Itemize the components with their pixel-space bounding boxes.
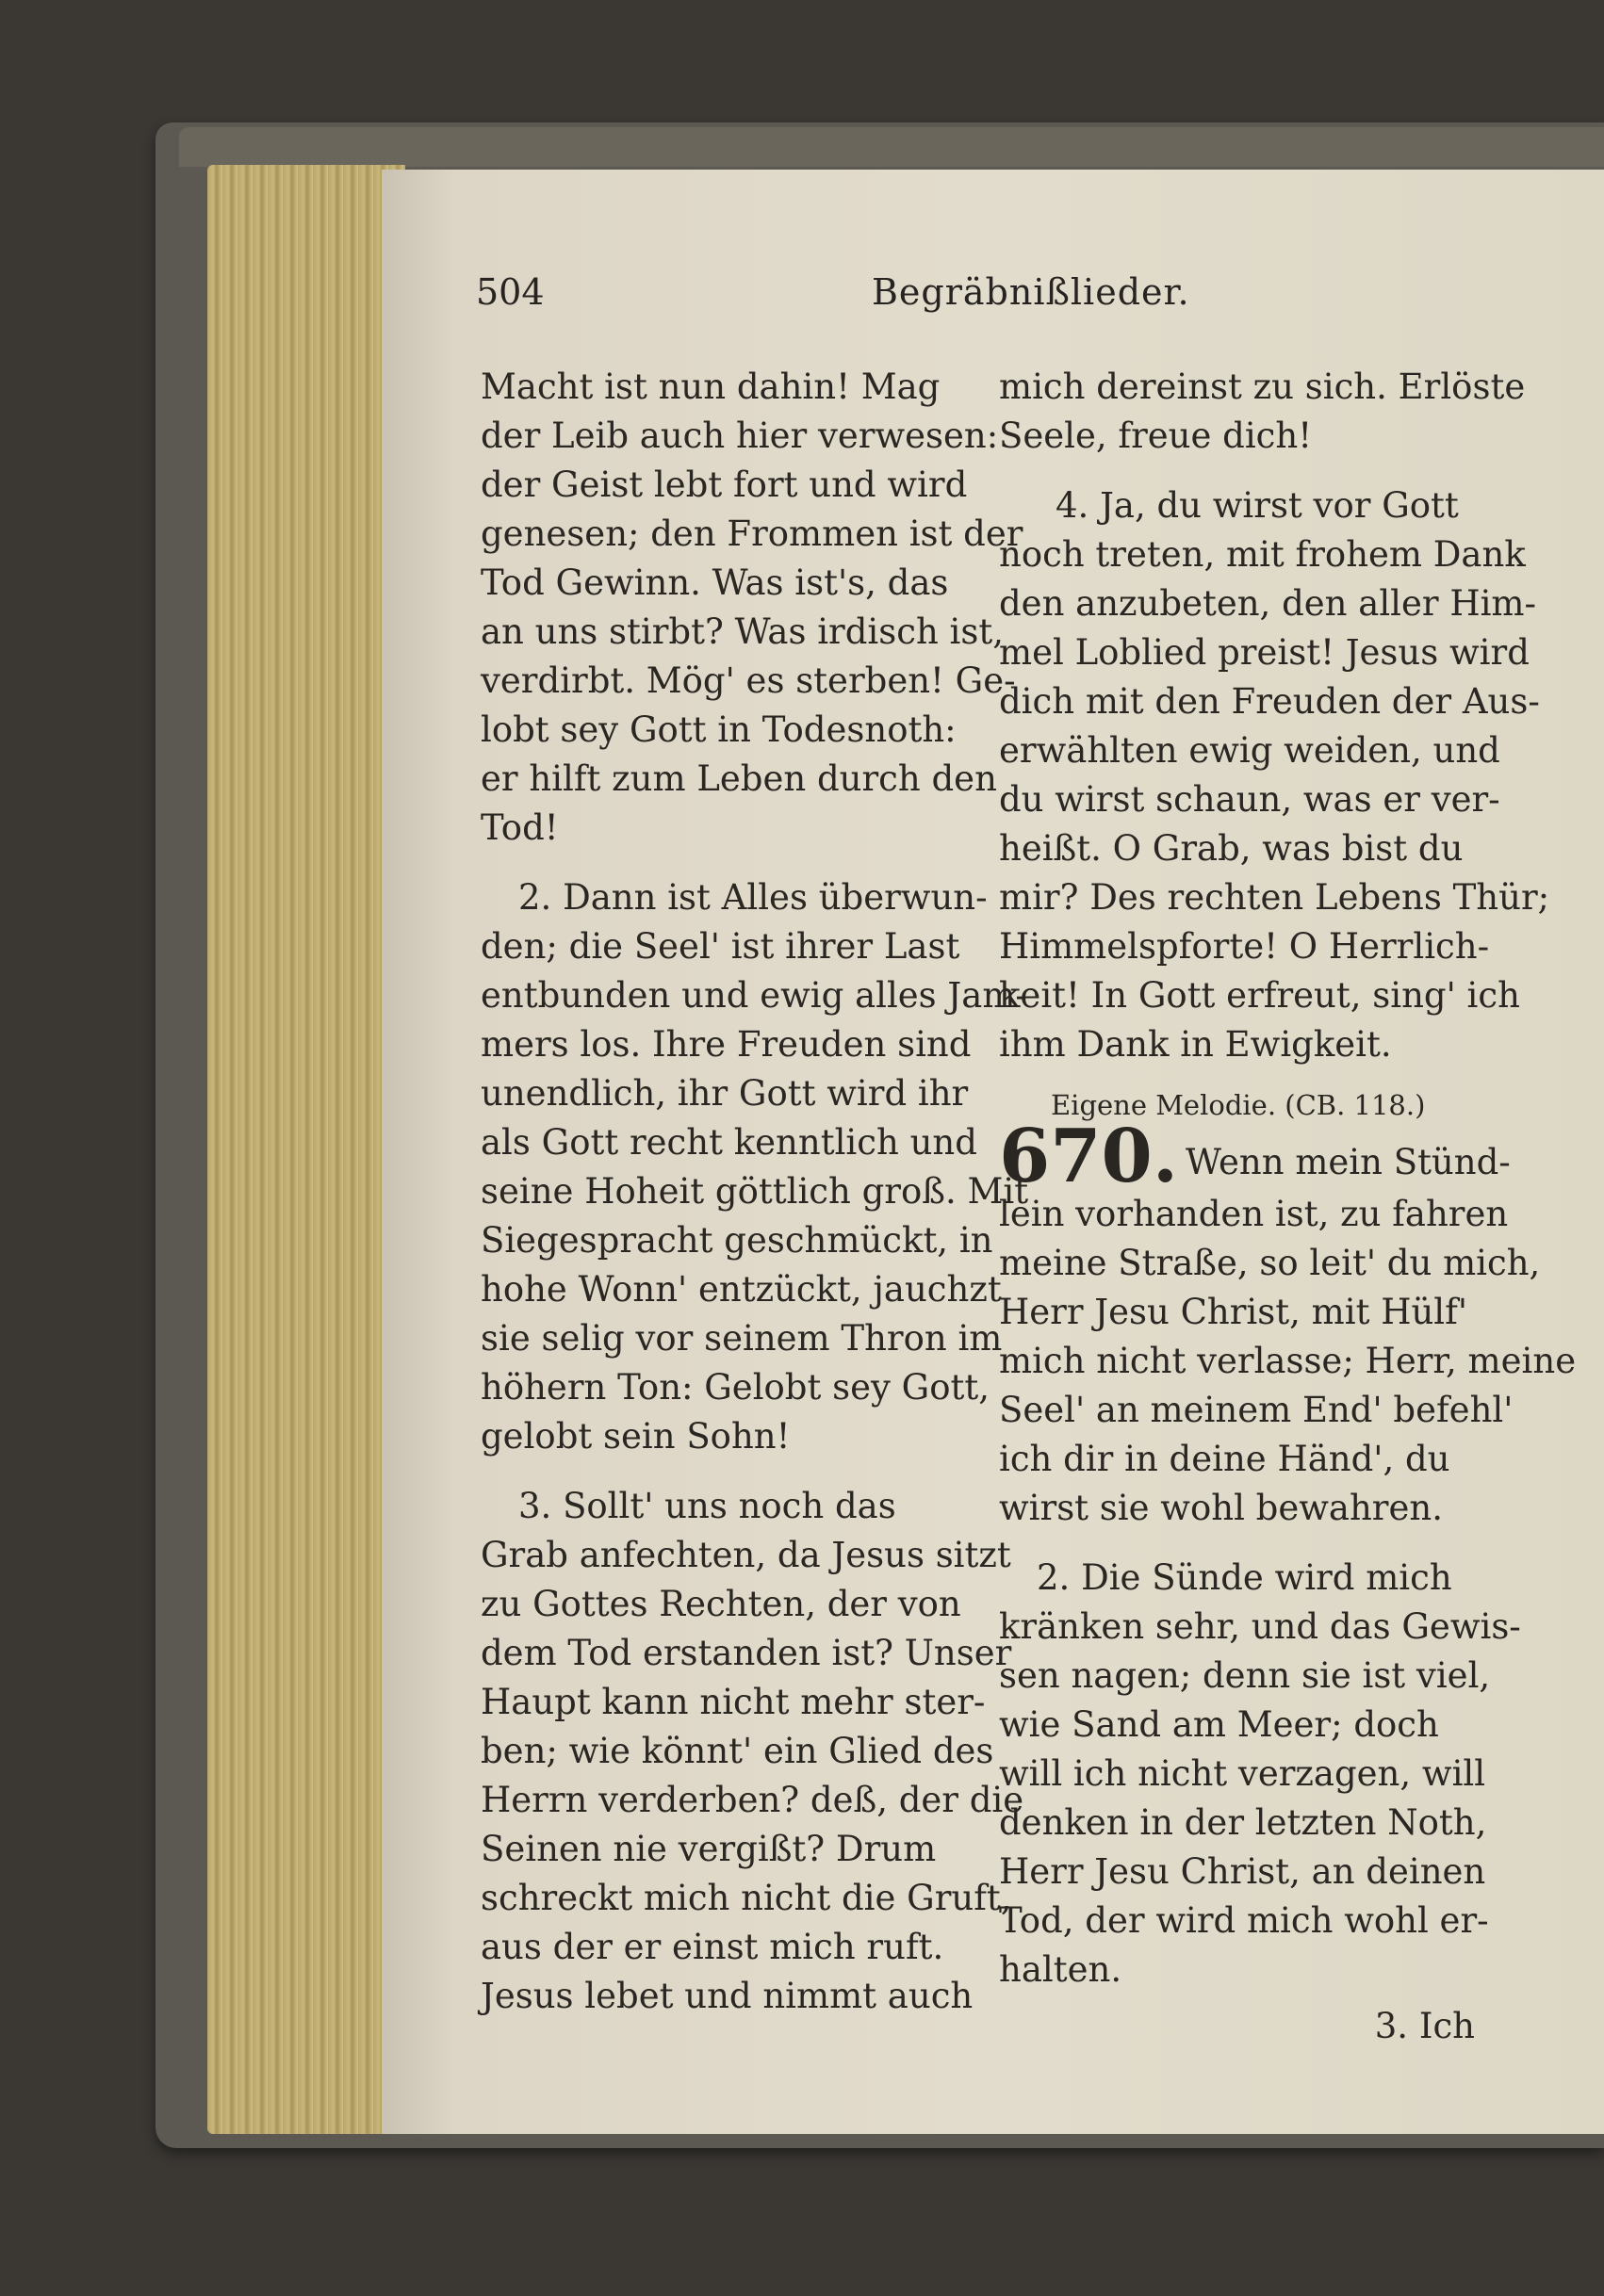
page-number: 504 [476, 271, 545, 313]
text-line: Siegespracht geschmückt, in [481, 1220, 993, 1261]
text-line: gelobt sein Sohn! [481, 1416, 791, 1457]
hymn-670 [999, 1114, 1577, 1533]
book-spine-top [179, 127, 1604, 167]
verse-3 [481, 1482, 1024, 2021]
page-edges [207, 165, 405, 2134]
text-line: ihm Dank in Ewigkeit. [999, 1024, 1392, 1065]
text-line: erwählten ewig weiden, und [999, 730, 1500, 771]
text-line: lobt sey Gott in Todesnoth: [481, 709, 957, 750]
text-line: dich mit den Freuden der Aus- [999, 681, 1540, 722]
right-column [999, 363, 1577, 2051]
text-line: wie Sand am Meer; doch [999, 1704, 1439, 1745]
text-line: Grab anfechten, da Jesus sitzt [481, 1535, 1011, 1575]
text-line: genesen; den Frommen ist der [481, 513, 1023, 554]
text-line: sen nagen; denn sie ist viel, [999, 1655, 1491, 1696]
text-line: schreckt mich nicht die Gruft, [481, 1878, 1012, 1918]
text-line: kränken sehr, und das Gewis- [999, 1606, 1521, 1647]
text-line: zu Gottes Rechten, der von [481, 1584, 961, 1624]
left-continuation [481, 363, 1023, 853]
text-line: keit! In Gott erfreut, sing' ich [999, 975, 1520, 1016]
text-line: 3. Sollt' uns noch das [518, 1486, 896, 1526]
text-line: mir? Des rechten Lebens Thür; [999, 877, 1550, 918]
text-line: er hilft zum Leben durch den [481, 758, 997, 799]
verse-4 [999, 481, 1550, 1069]
right-continuation [999, 363, 1526, 461]
text-line: sie selig vor seinem Thron im [481, 1318, 1003, 1359]
text-line: Haupt kann nicht mehr ster- [481, 1682, 986, 1722]
text-line: meine Straße, so leit' du mich, [999, 1243, 1541, 1283]
text-line: noch treten, mit frohem Dank [999, 534, 1526, 575]
text-line: verdirbt. Mög' es sterben! Ge- [481, 660, 1016, 701]
left-column [481, 363, 1029, 2021]
text-line: halten. [999, 1949, 1122, 1990]
text-line: Seele, freue dich! [999, 415, 1313, 456]
text-line: Seel' an meinem End' befehl' [999, 1390, 1514, 1430]
text-line: der Geist lebt fort und wird [481, 464, 968, 505]
text-line: an uns stirbt? Was irdisch ist, [481, 611, 1004, 652]
hymn-heading [999, 1114, 1511, 1199]
text-line: Tod! [481, 807, 559, 848]
text-line: Macht ist nun dahin! Mag [481, 366, 941, 407]
text-line: 4. Ja, du wirst vor Gott [1056, 485, 1459, 526]
text-line: mers los. Ihre Freuden sind [481, 1024, 972, 1065]
text-line: ben; wie könnt' ein Glied des [481, 1731, 994, 1771]
verse-2 [481, 873, 1029, 1461]
text-line: Himmelspforte! O Herrlich- [999, 926, 1490, 967]
text-line: dem Tod erstanden ist? Unser [481, 1633, 1012, 1673]
text-line: lein vorhanden ist, zu fahren [999, 1194, 1509, 1234]
hymn-670-verse-2 [999, 1554, 1521, 1995]
text-line: seine Hoheit göttlich groß. Mit [481, 1171, 1029, 1212]
catchword: 3. Ich [1374, 2006, 1475, 2046]
text-line: will ich nicht verzagen, will [999, 1753, 1486, 1794]
text-line: mich nicht verlasse; Herr, meine [999, 1341, 1577, 1381]
text-line: Tod, der wird mich wohl er- [999, 1900, 1489, 1941]
text-line: du wirst schaun, was er ver- [999, 779, 1500, 820]
text-line: Herrn verderben? deß, der die [481, 1780, 1024, 1820]
hymn-first-line: Wenn mein Stünd- [1185, 1142, 1511, 1182]
text-line: den anzubeten, den aller Him- [999, 583, 1537, 624]
text-line: ich dir in deine Händ', du [999, 1439, 1450, 1479]
text-line: aus der er einst mich ruft. [481, 1927, 944, 1967]
text-line: den; die Seel' ist ihrer Last [481, 926, 960, 967]
text-line: 2. Dann ist Alles überwun- [518, 877, 988, 918]
running-title: Begräbnißlieder. [872, 271, 1190, 313]
text-line: 2. Die Sünde wird mich [1037, 1557, 1452, 1598]
text-line: mel Loblied preist! Jesus wird [999, 632, 1530, 673]
text-line: heißt. O Grab, was bist du [999, 828, 1464, 869]
melody-note: Eigene Melodie. (CB. 118.) [1051, 1089, 1426, 1121]
text-line: hohe Wonn' entzückt, jauchzt [481, 1269, 1002, 1310]
text-line: als Gott recht kenntlich und [481, 1122, 977, 1163]
text-line: Tod Gewinn. Was ist's, das [481, 562, 949, 603]
text-line: Seinen nie vergißt? Drum [481, 1829, 937, 1869]
text-line: der Leib auch hier verwesen: [481, 415, 999, 456]
text-line: denken in der letzten Noth, [999, 1802, 1487, 1843]
text-line: entbunden und ewig alles Jam- [481, 975, 1027, 1016]
text-line: höhern Ton: Gelobt sey Gott, [481, 1367, 990, 1408]
hymn-number: 670. [999, 1114, 1178, 1199]
text-line: wirst sie wohl bewahren. [999, 1488, 1443, 1528]
text-line: unendlich, ihr Gott wird ihr [481, 1073, 969, 1114]
text-line: Jesus lebet und nimmt auch [481, 1976, 974, 2016]
text-line: mich dereinst zu sich. Erlöste [999, 366, 1526, 407]
text-line: Herr Jesu Christ, mit Hülf' [999, 1292, 1467, 1332]
text-line: Herr Jesu Christ, an deinen [999, 1851, 1486, 1892]
